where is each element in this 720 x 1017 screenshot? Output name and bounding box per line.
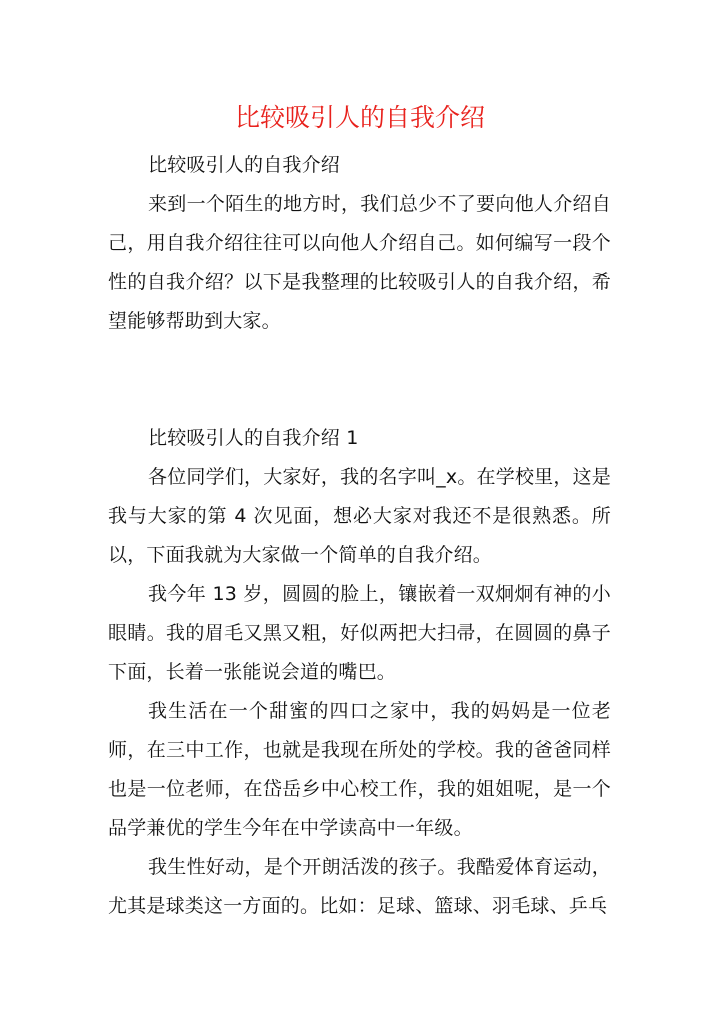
paragraph-intro: 来到一个陌生的地方时，我们总少不了要向他人介绍自己，用自我介绍往往可以向他人介绍自己。如何编写一段个性的自我介绍？以下是我整理的比较吸引人的自我介绍，希望能够帮助到大家。 [108, 193, 611, 332]
paragraph-subtitle: 比较吸引人的自我介绍 [148, 154, 341, 176]
section-heading-1: 比较吸引人的自我介绍 1 [148, 427, 359, 449]
paragraph-hobbies: 我生性好动，是个开朗活泼的孩子。我酷爱体育运动，尤其是球类这一方面的。比如：足球、篮球、羽毛球、乒乓 [108, 856, 611, 917]
paragraph-appearance: 我今年 13 岁，圆圆的脸上，镶嵌着一双炯炯有神的小眼睛。我的眉毛又黑又粗，好似两把大扫帚，在圆圆的鼻子下面，长着一张能说会道的嘴巴。 [108, 583, 611, 683]
document-title: 比较吸引人的自我介绍 [234, 103, 485, 132]
section-gap [108, 341, 611, 419]
paragraph-family: 我生活在一个甜蜜的四口之家中，我的妈妈是一位老师，在三中工作，也就是我现在所处的学校。我的爸爸同样也是一位老师，在岱岳乡中心校工作，我的姐姐呢，是一个品学兼优的学生今年在中学读高中一年级。 [108, 700, 611, 839]
paragraph-greeting: 各位同学们，大家好，我的名字叫_x。在学校里，这是我与大家的第 4 次见面，想必大家对我还不是很熟悉。所以，下面我就为大家做一个简单的自我介绍。 [108, 466, 611, 566]
document-body [108, 146, 611, 926]
